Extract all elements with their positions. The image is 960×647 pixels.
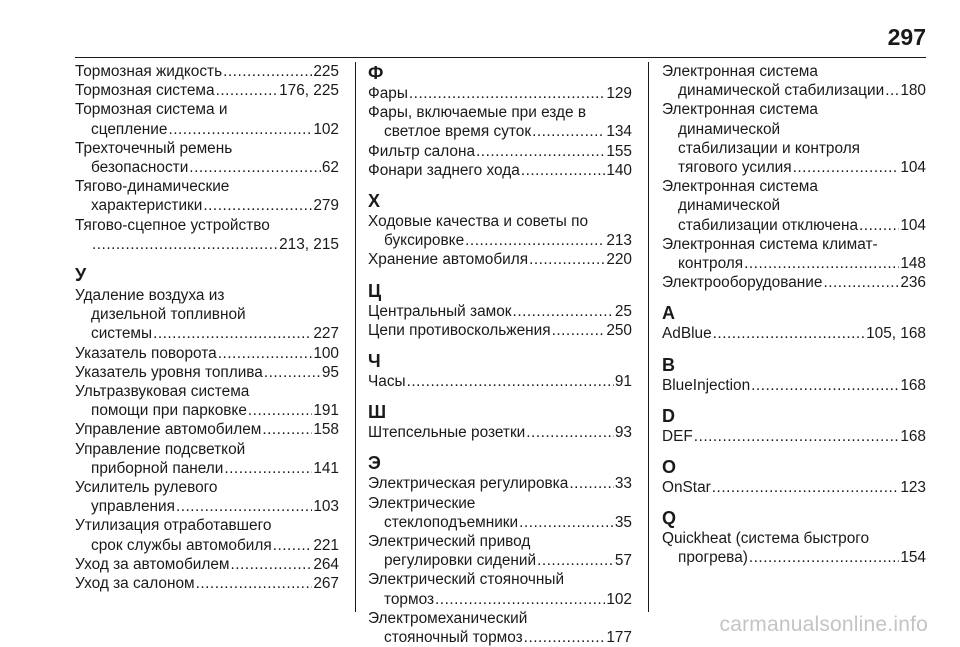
index-entry-pages: 93 — [614, 424, 632, 442]
index-entry-text: DEF — [662, 427, 693, 445]
index-entry-pages: 250 — [606, 321, 632, 339]
index-entry-line — [662, 196, 926, 215]
index-column-1 — [75, 62, 339, 593]
dot-leader — [526, 423, 614, 442]
index-entry-line — [368, 474, 632, 493]
index-entry-pages: 168 — [900, 427, 926, 445]
index-entry — [368, 103, 632, 141]
index-entry-line — [368, 250, 632, 269]
index-entry-pages: 25 — [614, 302, 632, 320]
index-entry-text: системы — [91, 325, 153, 343]
dot-leader — [273, 536, 313, 555]
index-letter-heading: O — [662, 457, 677, 478]
index-entry-line — [75, 62, 339, 81]
index-entry-line — [368, 302, 632, 321]
index-entry-line — [368, 142, 632, 161]
index-letter-heading: Ц — [368, 280, 382, 301]
index-letter-heading: Ф — [368, 63, 384, 83]
dot-leader — [749, 548, 899, 567]
index-entry-pages: 104 — [900, 216, 926, 234]
index-entry — [368, 84, 632, 103]
index-entry-pages: 267 — [313, 575, 339, 593]
index-entry — [368, 250, 632, 269]
index-entry-text: Электронная система — [662, 101, 818, 119]
index-entry-text: динамической — [678, 120, 781, 138]
index-entry-line — [368, 513, 632, 532]
index-entry-line — [662, 216, 926, 235]
index-entry — [368, 212, 632, 250]
dot-leader — [529, 250, 605, 269]
index-entry — [75, 478, 339, 516]
index-entry-text: Тягово-динамические — [75, 178, 230, 196]
index-entry-line — [662, 62, 926, 81]
index-entry-text: OnStar — [662, 479, 711, 497]
dot-leader — [435, 590, 605, 609]
index-entry-text: динамической — [678, 197, 781, 215]
index-entry — [368, 161, 632, 180]
index-entry-pages: 57 — [614, 552, 632, 570]
index-entry-pages: 220 — [606, 251, 632, 269]
index-entry-line — [75, 440, 339, 459]
index-entry-line — [368, 570, 632, 589]
index-entry-pages: 35 — [614, 513, 632, 531]
index-entry-line — [75, 235, 339, 254]
dot-leader — [751, 376, 899, 395]
dot-leader — [224, 459, 312, 478]
index-entry-line — [75, 459, 339, 478]
index-entry-pages: 227 — [313, 325, 339, 343]
index-entry-text: Quickheat (система быстрого — [662, 530, 870, 548]
index-entry — [75, 177, 339, 215]
index-letter-heading: Q — [662, 508, 677, 529]
index-entry-text: Электронная система климат- — [662, 235, 878, 253]
index-entry-text: Электронная система — [662, 63, 818, 80]
dot-leader — [407, 372, 614, 391]
index-entry — [75, 286, 339, 344]
index-entry — [662, 376, 926, 395]
index-entry-text: Ультразвуковая система — [75, 383, 250, 401]
index-entry-pages: 102 — [313, 120, 339, 138]
dot-leader — [168, 120, 312, 139]
index-entry-line — [662, 427, 926, 446]
dot-leader — [552, 321, 606, 340]
index-entry — [662, 324, 926, 343]
index-entry-pages: 105, 168 — [866, 325, 926, 343]
index-entry-pages: 279 — [313, 197, 339, 215]
dot-leader — [713, 324, 865, 343]
dot-leader — [230, 555, 312, 574]
index-entry-text: сцепление — [91, 120, 168, 138]
index-entry-pages: 103 — [313, 498, 339, 516]
index-entry-line — [368, 628, 632, 647]
index-entry-line — [368, 122, 632, 141]
dot-leader — [92, 235, 278, 254]
index-entry-text: Центральный замок — [368, 302, 512, 320]
index-entry-text: AdBlue — [662, 325, 712, 343]
index-entry — [368, 142, 632, 161]
index-entry-pages: 236 — [900, 274, 926, 292]
index-entry-line — [75, 177, 339, 196]
dot-leader — [712, 478, 900, 497]
dot-leader — [537, 551, 614, 570]
index-entry-text: светлое время суток — [384, 123, 532, 141]
index-entry-text: Управление подсветкой — [75, 440, 246, 458]
index-entry — [662, 235, 926, 273]
index-entry-pages: 225 — [313, 63, 339, 80]
dot-leader — [153, 324, 312, 343]
index-entry — [75, 62, 339, 81]
index-entry-line — [662, 139, 926, 158]
index-entry-line — [75, 536, 339, 555]
column-separator-1 — [355, 62, 356, 612]
index-entry — [368, 321, 632, 340]
index-entry-line — [368, 423, 632, 442]
index-entry-line — [75, 286, 339, 305]
index-entry-line — [75, 305, 339, 324]
index-entry — [662, 62, 926, 100]
index-entry-pages: 100 — [313, 344, 339, 362]
index-entry-line — [662, 548, 926, 567]
dot-leader — [476, 142, 605, 161]
index-entry-line — [75, 81, 339, 100]
index-entry-line — [368, 532, 632, 551]
index-entry-text: прогрева) — [678, 549, 748, 567]
index-entry — [368, 494, 632, 532]
index-entry — [662, 529, 926, 567]
index-entry-line — [75, 363, 339, 382]
index-entry — [368, 423, 632, 442]
index-entry-line — [75, 382, 339, 401]
dot-leader — [793, 158, 900, 177]
index-entry — [75, 81, 339, 100]
index-entry — [662, 427, 926, 446]
index-entry-text: контроля — [678, 255, 744, 273]
index-entry — [368, 372, 632, 391]
index-entry-line — [368, 103, 632, 122]
index-entry-line — [75, 196, 339, 215]
column-separator-2 — [648, 62, 649, 612]
index-entry-pages: 213 — [606, 232, 632, 250]
index-entry — [75, 516, 339, 554]
index-entry — [662, 478, 926, 497]
index-entry-pages: 102 — [606, 590, 632, 608]
index-entry-text: Фары — [368, 85, 408, 102]
index-letter-heading: Ч — [368, 351, 381, 372]
dot-leader — [465, 231, 605, 250]
index-entry-pages: 155 — [606, 142, 632, 160]
index-entry — [662, 100, 926, 177]
index-entry-line — [662, 478, 926, 497]
index-entry-text: Хранение автомобиля — [368, 251, 529, 269]
index-entry — [75, 139, 339, 177]
index-entry-text: Электрооборудование — [662, 274, 823, 292]
index-entry-pages: 141 — [313, 459, 339, 477]
index-entry-pages: 191 — [313, 402, 339, 420]
index-entry-line — [75, 478, 339, 497]
dot-leader — [519, 513, 614, 532]
index-entry-line — [662, 254, 926, 273]
index-entry — [75, 440, 339, 478]
index-entry-pages: 33 — [614, 475, 632, 493]
index-entry-text: Трехточечный ремень — [75, 139, 233, 157]
index-entry-pages: 213, 215 — [279, 235, 339, 253]
index-entry — [75, 100, 339, 138]
index-entry-text: безопасности — [91, 159, 189, 177]
index-entry-text: Электромеханический — [368, 609, 528, 627]
index-entry-pages: 158 — [313, 421, 339, 439]
index-entry-pages: 95 — [321, 363, 339, 381]
index-entry — [368, 474, 632, 493]
index-entry-line — [662, 177, 926, 196]
index-letter-heading: Э — [368, 453, 381, 474]
index-entry-line — [75, 574, 339, 593]
index-entry-line — [662, 100, 926, 119]
index-entry-text: Электрический стояночный — [368, 571, 565, 589]
index-entry-text: Удаление воздуха из — [75, 287, 225, 305]
index-entry-text: Электрический привод — [368, 533, 531, 551]
index-column-2 — [368, 62, 632, 647]
index-entry-line — [368, 212, 632, 231]
index-entry-text: Штепсельные розетки — [368, 424, 526, 442]
index-entry-line — [368, 321, 632, 340]
index-entry-text: Указатель поворота — [75, 344, 217, 362]
index-entry-text: Фонари заднего хода — [368, 161, 520, 179]
index-entry-line — [75, 420, 339, 439]
index-entry-text: Цепи противоскольжения — [368, 321, 551, 339]
index-letter-heading: Ш — [368, 402, 387, 423]
index-entry-text: Часы — [368, 373, 406, 391]
index-entry-text: Ходовые качества и советы по — [368, 213, 589, 231]
index-entry-line — [662, 235, 926, 254]
index-entry-line — [75, 139, 339, 158]
index-entry — [662, 177, 926, 235]
index-letter-heading: D — [662, 405, 675, 426]
index-entry-text: Электрическая регулировка — [368, 475, 569, 493]
index-entry-line — [75, 120, 339, 139]
dot-leader — [859, 216, 899, 235]
index-entry-pages: 134 — [606, 123, 632, 141]
index-letter-heading: У — [75, 265, 87, 286]
index-entry-text: характеристики — [91, 197, 203, 215]
index-entry-pages: 168 — [900, 376, 926, 394]
index-entry-pages: 221 — [313, 536, 339, 554]
index-entry-text: регулировки сидений — [384, 552, 537, 570]
dot-leader — [196, 574, 313, 593]
index-entry-text: помощи при парковке — [91, 402, 247, 420]
index-entry — [75, 363, 339, 382]
index-entry-pages: 154 — [900, 549, 926, 567]
index-entry-text: Тормозная система — [75, 82, 215, 100]
index-entry-text: Тормозная система и — [75, 101, 228, 119]
dot-leader — [885, 81, 899, 100]
index-entry-line — [368, 84, 632, 103]
index-entry-line — [75, 100, 339, 119]
dot-leader — [216, 81, 279, 100]
index-entry-line — [75, 216, 339, 235]
index-entry-text: дизельной топливной — [91, 306, 246, 324]
index-entry-text: Фары, включаемые при езде в — [368, 104, 587, 122]
index-entry-line — [75, 158, 339, 177]
index-entry-text: управления — [91, 498, 175, 516]
index-entry — [75, 216, 339, 254]
index-entry-text: Управление автомобилем — [75, 421, 262, 439]
index-entry-line — [368, 609, 632, 628]
index-entry-line — [368, 494, 632, 513]
index-entry — [368, 532, 632, 570]
index-entry-text: стеклоподъемники — [384, 513, 519, 531]
index-entry-line — [75, 516, 339, 535]
dot-leader — [264, 363, 321, 382]
index-entry-text: приборной панели — [91, 459, 224, 477]
dot-leader — [823, 273, 899, 292]
index-entry — [368, 570, 632, 608]
dot-leader — [203, 196, 312, 215]
index-column-3 — [662, 62, 926, 568]
index-entry — [75, 344, 339, 363]
index-entry-pages: 123 — [900, 479, 926, 497]
dot-leader — [218, 344, 313, 363]
index-entry-text: динамической стабилизации — [678, 82, 885, 100]
index-entry-line — [368, 590, 632, 609]
index-entry-text: Усилитель рулевого — [75, 479, 218, 497]
index-entry-pages: 148 — [900, 255, 926, 273]
dot-leader — [694, 427, 900, 446]
index-entry-line — [368, 551, 632, 570]
index-letter-heading: B — [662, 354, 675, 375]
index-entry-text: срок службы автомобиля — [91, 536, 272, 554]
index-entry-text: Тягово-сцепное устройство — [75, 216, 270, 234]
index-entry-text: Тормозная жидкость — [75, 63, 223, 80]
index-letter-heading: Х — [368, 191, 381, 212]
index-entry-line — [368, 231, 632, 250]
index-entry-text: Уход за салоном — [75, 575, 195, 593]
index-entry-text: Электрические — [368, 494, 476, 512]
index-entry — [368, 302, 632, 321]
index-entry — [368, 609, 632, 647]
index-entry — [75, 555, 339, 574]
index-entry-line — [662, 273, 926, 292]
index-entry-text: Фильтр салона — [368, 142, 476, 160]
index-entry-line — [75, 324, 339, 343]
index-entry-pages: 177 — [606, 629, 632, 647]
index-entry-line — [662, 120, 926, 139]
index-entry-pages: 180 — [900, 82, 926, 100]
index-entry-line — [75, 497, 339, 516]
index-entry-text: Указатель уровня топлива — [75, 363, 263, 381]
page-number: 297 — [887, 24, 926, 50]
dot-leader — [176, 497, 312, 516]
index-letter-heading: A — [662, 303, 675, 324]
index-entry-line — [75, 344, 339, 363]
index-entry-text: Электронная система — [662, 178, 818, 196]
index-entry-pages: 129 — [606, 85, 632, 102]
index-entry-text: стабилизации и контроля — [678, 139, 861, 157]
index-entry-text: стабилизации отключена — [678, 216, 859, 234]
dot-leader — [189, 158, 321, 177]
index-entry — [662, 273, 926, 292]
index-entry-pages: 264 — [313, 555, 339, 573]
dot-leader — [532, 122, 605, 141]
index-entry-line — [662, 376, 926, 395]
index-entry-line — [662, 529, 926, 548]
index-entry — [75, 574, 339, 593]
index-entry-text: Утилизация отработавшего — [75, 517, 272, 535]
index-entry-text: BlueInjection — [662, 376, 751, 394]
dot-leader — [524, 628, 606, 647]
dot-leader — [569, 474, 614, 493]
index-entry-line — [662, 158, 926, 177]
index-entry-text: Уход за автомобилем — [75, 555, 230, 573]
index-entry-line — [662, 324, 926, 343]
index-entry-line — [75, 401, 339, 420]
dot-leader — [513, 302, 614, 321]
dot-leader — [262, 420, 312, 439]
index-entry-text: тормоз — [384, 590, 435, 608]
index-entry-pages: 104 — [900, 159, 926, 177]
watermark: carmanualsonline.info — [719, 613, 928, 636]
header-rule — [75, 57, 926, 58]
index-entry-pages: 91 — [614, 373, 632, 391]
dot-leader — [409, 84, 605, 103]
index-entry — [75, 420, 339, 439]
index-entry-line — [75, 555, 339, 574]
index-entry-text: буксировке — [384, 232, 465, 250]
index-entry-pages: 176, 225 — [279, 82, 339, 100]
index-entry — [75, 382, 339, 420]
index-entry-line — [662, 81, 926, 100]
index-entry-pages: 62 — [321, 159, 339, 177]
dot-leader — [223, 62, 312, 81]
index-entry-text: тягового усилия — [678, 159, 792, 177]
index-entry-pages: 140 — [606, 161, 632, 179]
index-entry-text: стояночный тормоз — [384, 629, 523, 647]
dot-leader — [521, 161, 606, 180]
dot-leader — [744, 254, 899, 273]
index-entry-line — [368, 372, 632, 391]
dot-leader — [248, 401, 312, 420]
index-entry-line — [368, 161, 632, 180]
